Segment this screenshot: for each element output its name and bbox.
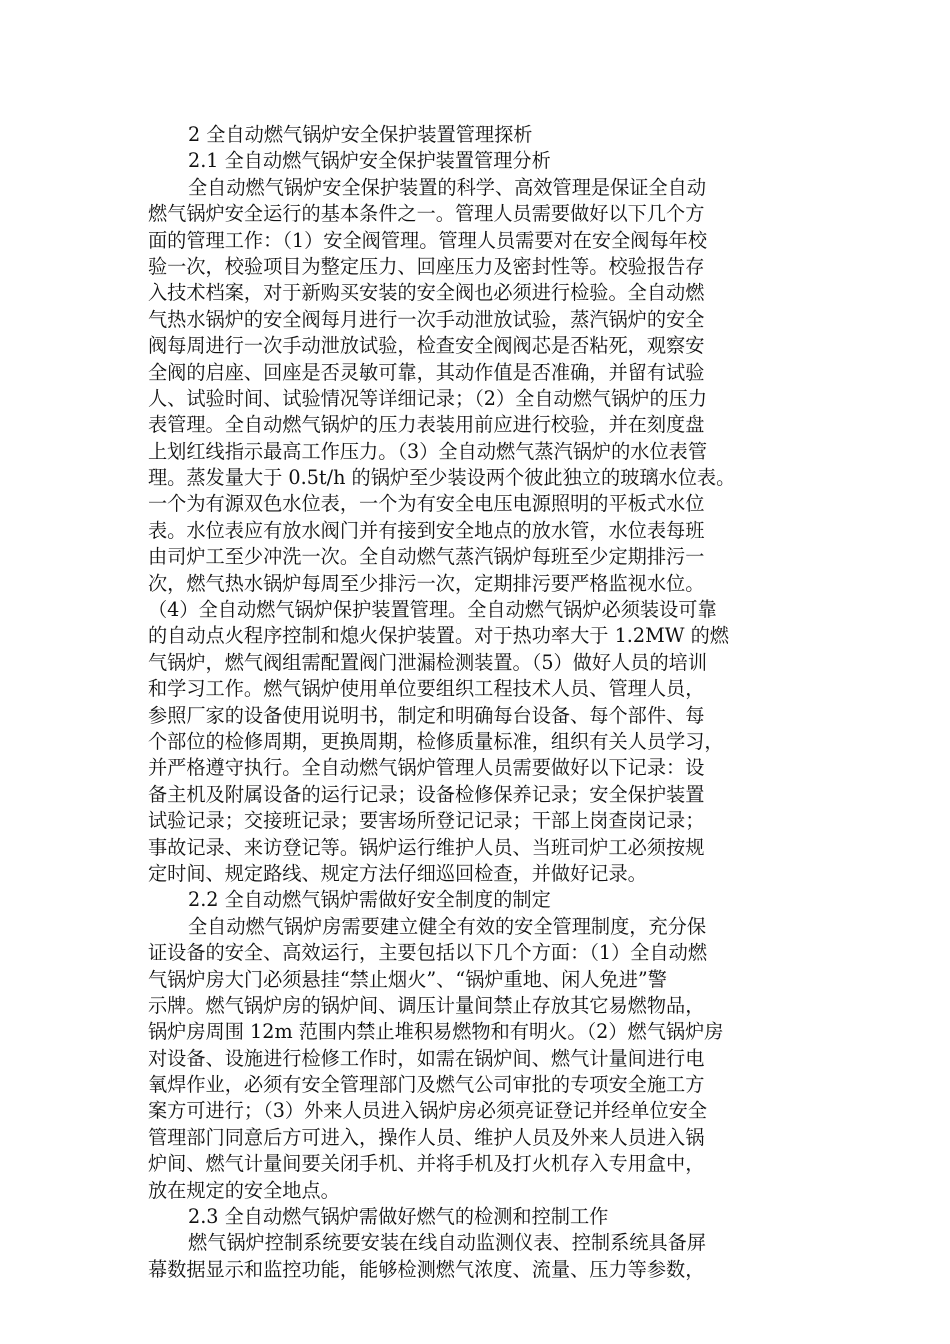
paragraph-line: （4）全自动燃气锅炉保护装置管理。全自动燃气锅炉必须装设可靠 xyxy=(148,598,717,622)
paragraph-line: 全自动燃气锅炉安全保护装置的科学、高效管理是保证全自动 xyxy=(188,175,707,199)
paragraph-line: 并严格遵守执行。全自动燃气锅炉管理人员需要做好以下记录：设 xyxy=(148,756,705,780)
paragraph-line: 次，燃气热水锅炉每周至少排污一次，定期排污要严格监视水位。 xyxy=(148,571,705,595)
paragraph-line: 气锅炉，燃气阀组需配置阀门泄漏检测装置。（5）做好人员的培训 xyxy=(148,650,708,674)
paragraph-line: 的自动点火程序控制和熄火保护装置。对于热功率大于 1.2MW 的燃 xyxy=(148,624,729,648)
paragraph-line: 备主机及附属设备的运行记录；设备检修保养记录；安全保护装置 xyxy=(148,782,705,806)
paragraph-line: 个部位的检修周期，更换周期，检修质量标准，组织有关人员学习， xyxy=(148,729,724,753)
paragraph-line: 人、试验时间、试验情况等详细记录；（2）全自动燃气锅炉的压力 xyxy=(148,386,708,410)
paragraph-line: 炉间、燃气计量间要关闭手机、并将手机及打火机存入专用盒中， xyxy=(148,1152,705,1176)
paragraph-line: 事故记录、来访登记等。锅炉运行维护人员、当班司炉工必须按规 xyxy=(148,835,705,859)
paragraph-line: 参照厂家的设备使用说明书，制定和明确每台设备、每个部件、每 xyxy=(148,703,705,727)
paragraph-line: 阀每周进行一次手动泄放试验，检查安全阀阀芯是否粘死，观察安 xyxy=(148,334,705,358)
paragraph-line: 对设备、设施进行检修工作时，如需在锅炉间、燃气计量间进行电 xyxy=(148,1046,705,1070)
paragraph-line: 表。水位表应有放水阀门并有接到安全地点的放水管，水位表每班 xyxy=(148,518,705,542)
paragraph-line: 和学习工作。燃气锅炉使用单位要组织工程技术人员、管理人员， xyxy=(148,677,705,701)
paragraph-line: 试验记录；交接班记录；要害场所登记记录；干部上岗查岗记录； xyxy=(148,809,705,833)
document-body xyxy=(148,122,808,1283)
paragraph-line: 全自动燃气锅炉房需要建立健全有效的安全管理制度，充分保 xyxy=(188,914,707,938)
paragraph-line: 证设备的安全、高效运行，主要包括以下几个方面：（1）全自动燃 xyxy=(148,941,708,965)
paragraph-line: 理。蒸发量大于 0.5t/h 的锅炉至少装设两个彼此独立的玻璃水位表。 xyxy=(148,466,736,490)
subsection-heading: 2.1 全自动燃气锅炉安全保护装置管理分析 xyxy=(188,149,551,173)
paragraph-line: 氧焊作业，必须有安全管理部门及燃气公司审批的专项安全施工方 xyxy=(148,1073,705,1097)
paragraph-line: 幕数据显示和监控功能，能够检测燃气浓度、流量、压力等参数， xyxy=(148,1257,705,1281)
paragraph-line: 燃气锅炉控制系统要安装在线自动监测仪表、控制系统具备屏 xyxy=(188,1231,707,1255)
paragraph-line: 全阀的启座、回座是否灵敏可靠，其动作值是否准确，并留有试验 xyxy=(148,360,705,384)
paragraph-line: 气锅炉房大门必须悬挂“禁止烟火”、“锅炉重地、闲人免进”警 xyxy=(148,967,667,991)
paragraph-line: 入技术档案，对于新购买安装的安全阀也必须进行检验。全自动燃 xyxy=(148,281,705,305)
paragraph-line: 一个为有源双色水位表，一个为有安全电压电源照明的平板式水位 xyxy=(148,492,705,516)
paragraph-line: 燃气锅炉安全运行的基本条件之一。管理人员需要做好以下几个方 xyxy=(148,202,705,226)
paragraph-line: 由司炉工至少冲洗一次。全自动燃气蒸汽锅炉每班至少定期排污一 xyxy=(148,545,705,569)
paragraph-line: 案方可进行；（3）外来人员进入锅炉房必须亮证登记并经单位安全 xyxy=(148,1099,708,1123)
paragraph-line: 定时间、规定路线、规定方法仔细巡回检查，并做好记录。 xyxy=(148,861,647,885)
paragraph-line: 上划红线指示最高工作压力。（3）全自动燃气蒸汽锅炉的水位表管 xyxy=(148,439,708,463)
paragraph-line: 示牌。燃气锅炉房的锅炉间、调压计量间禁止存放其它易燃物品， xyxy=(148,993,705,1017)
paragraph-line: 管理部门同意后方可进入，操作人员、维护人员及外来人员进入锅 xyxy=(148,1125,705,1149)
subsection-heading: 2.2 全自动燃气锅炉需做好安全制度的制定 xyxy=(188,888,551,912)
subsection-heading: 2.3 全自动燃气锅炉需做好燃气的检测和控制工作 xyxy=(188,1205,609,1229)
paragraph-line: 验一次，校验项目为整定压力、回座压力及密封性等。校验报告存 xyxy=(148,254,705,278)
paragraph-line: 面的管理工作：（1）安全阀管理。管理人员需要对在安全阀每年校 xyxy=(148,228,708,252)
paragraph-line: 气热水锅炉的安全阀每月进行一次手动泄放试验，蒸汽锅炉的安全 xyxy=(148,307,705,331)
paragraph-line: 放在规定的安全地点。 xyxy=(148,1178,340,1202)
paragraph-line: 锅炉房周围 12m 范围内禁止堆积易燃物和有明火。（2）燃气锅炉房 xyxy=(148,1020,724,1044)
paragraph-line: 表管理。全自动燃气锅炉的压力表装用前应进行校验，并在刻度盘 xyxy=(148,413,705,437)
section-heading: 2 全自动燃气锅炉安全保护装置管理探析 xyxy=(188,123,533,146)
